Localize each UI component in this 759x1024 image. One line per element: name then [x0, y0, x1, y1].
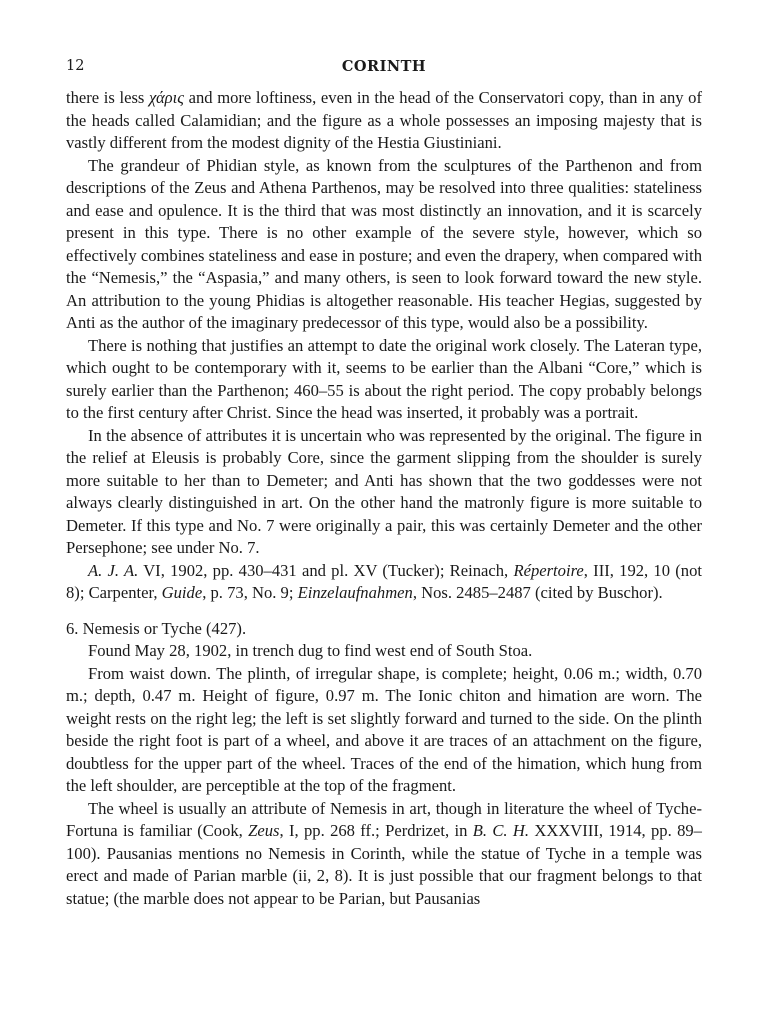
greek-word: χάρις	[149, 88, 184, 107]
section-gap	[66, 605, 702, 618]
paragraph-phidian-style: The grandeur of Phidian style, as known from the sculptures of the Parthenon and from descriptions of the Zeus and Athena Parthenos, may be resolved into three qualities: stateliness and ease and opulence. It is the third that was most distinctly an innovation, and it is scarcely present in this type. There is no other example of the severe style, however, which so effectively combines stateliness and ease in posture; and even the drapery, when compared with the “Nemesis,” the “Aspasia,” and many others, is seen to look forward toward the new style. An attribution to the young Phidias is altogether reasonable. His teacher Hegias, suggested by Anti as the author of the imaginary predecessor of this type, would also be a possibility.	[66, 155, 702, 332]
running-title: CORINTH	[341, 58, 427, 75]
journal-title: A. J. A.	[88, 560, 139, 580]
text-run: and more loftiness, even in the head of the Conservatori copy, than in any of the heads called Calamidian; and the figure as a whole possesses an imposing majesty that is vastly different from the modest dignity of the Hestia Giustiniani.	[66, 88, 702, 152]
paragraph-dating: There is nothing that justifies an attempt to date the original work closely. The Lateran type, which ought to be contemporary with it, seems to be earlier than the Albani “Core,” which is surely earlier than the Parthenon; 460–55 is about the right period. The copy probably belongs to the first century after Christ. Since the head was inserted, it probably was a portrait.	[66, 335, 702, 422]
paragraph-wheel	[66, 798, 702, 911]
body-text	[66, 87, 702, 910]
text-run: there is less	[66, 88, 149, 107]
text-run: , III, 192, 10 (not 8); Carpenter,	[66, 560, 702, 602]
text-run: VI, 1902, pp. 430–431 and pl. XV (Tucker); Reinach,	[138, 560, 514, 580]
text-run: , p. 73, No. 9;	[202, 583, 298, 602]
work-title: Répertoire	[513, 560, 584, 580]
paragraph-attributes: In the absence of attributes it is uncertain who was represented by the original. The figure in the relief at Eleusis is probably Core, since the garment slipping from the shoulder is surely more suitable to her than to Demeter; and Anti has shown that the two goddesses were not always clearly distinguished in art. On the other hand the matronly figure is more suitable to Demeter. If this type and No. 7 were originally a pair, this was certainly Demeter and the other Persephone; see under No. 7.	[66, 425, 702, 557]
work-title: Zeus	[248, 821, 280, 840]
bibliography-citation	[66, 560, 702, 605]
entry-heading: 6. Nemesis or Tyche (427).	[66, 618, 247, 638]
entry-description: From waist down. The plinth, of irregular shape, is complete; height, 0.06 m.; width, 0.70 m.; depth, 0.47 m. Height of figure, 0.97 m. The Ionic chiton and himation are worn. The weight rests on the right leg; the left is set slightly forward and turned to the side. On the plinth beside the right foot is part of a wheel, and above it are traces of an attachment on the figure, doubtless for the upper part of the wheel. Traces of the end of the himation, which hung from the left shoulder, are perceptible at the top of the fragment.	[66, 663, 702, 795]
page-header	[66, 58, 702, 80]
text-run: XXXVIII, 1914, pp. 89–100). Pausanias mentions no Nemesis in Corinth, while the statue of Tyche in a temple was erect and made of Parian marble (ii, 2, 8). It is just possible that our fragment belongs to that statue; (the marble does not appear to be Parian, but Pausanias	[66, 821, 702, 908]
page	[66, 58, 702, 910]
page-number: 12	[66, 58, 85, 74]
work-title: Einzelaufnahmen	[297, 583, 413, 602]
journal-title: B. C. H.	[472, 821, 530, 840]
paragraph-charis	[66, 87, 702, 155]
text-run: , I, pp. 268 ff.; Perdrizet, in	[279, 821, 473, 840]
text-run: , Nos. 2485–2487 (cited by Buschor).	[412, 583, 663, 602]
text-run: The wheel is usually an attribute of Nemesis in art, though in literature the wheel of Tyche-Fortuna is familiar (Cook,	[66, 798, 702, 840]
entry-findspot: Found May 28, 1902, in trench dug to find west end of South Stoa.	[88, 641, 533, 660]
work-title: Guide	[161, 583, 203, 602]
